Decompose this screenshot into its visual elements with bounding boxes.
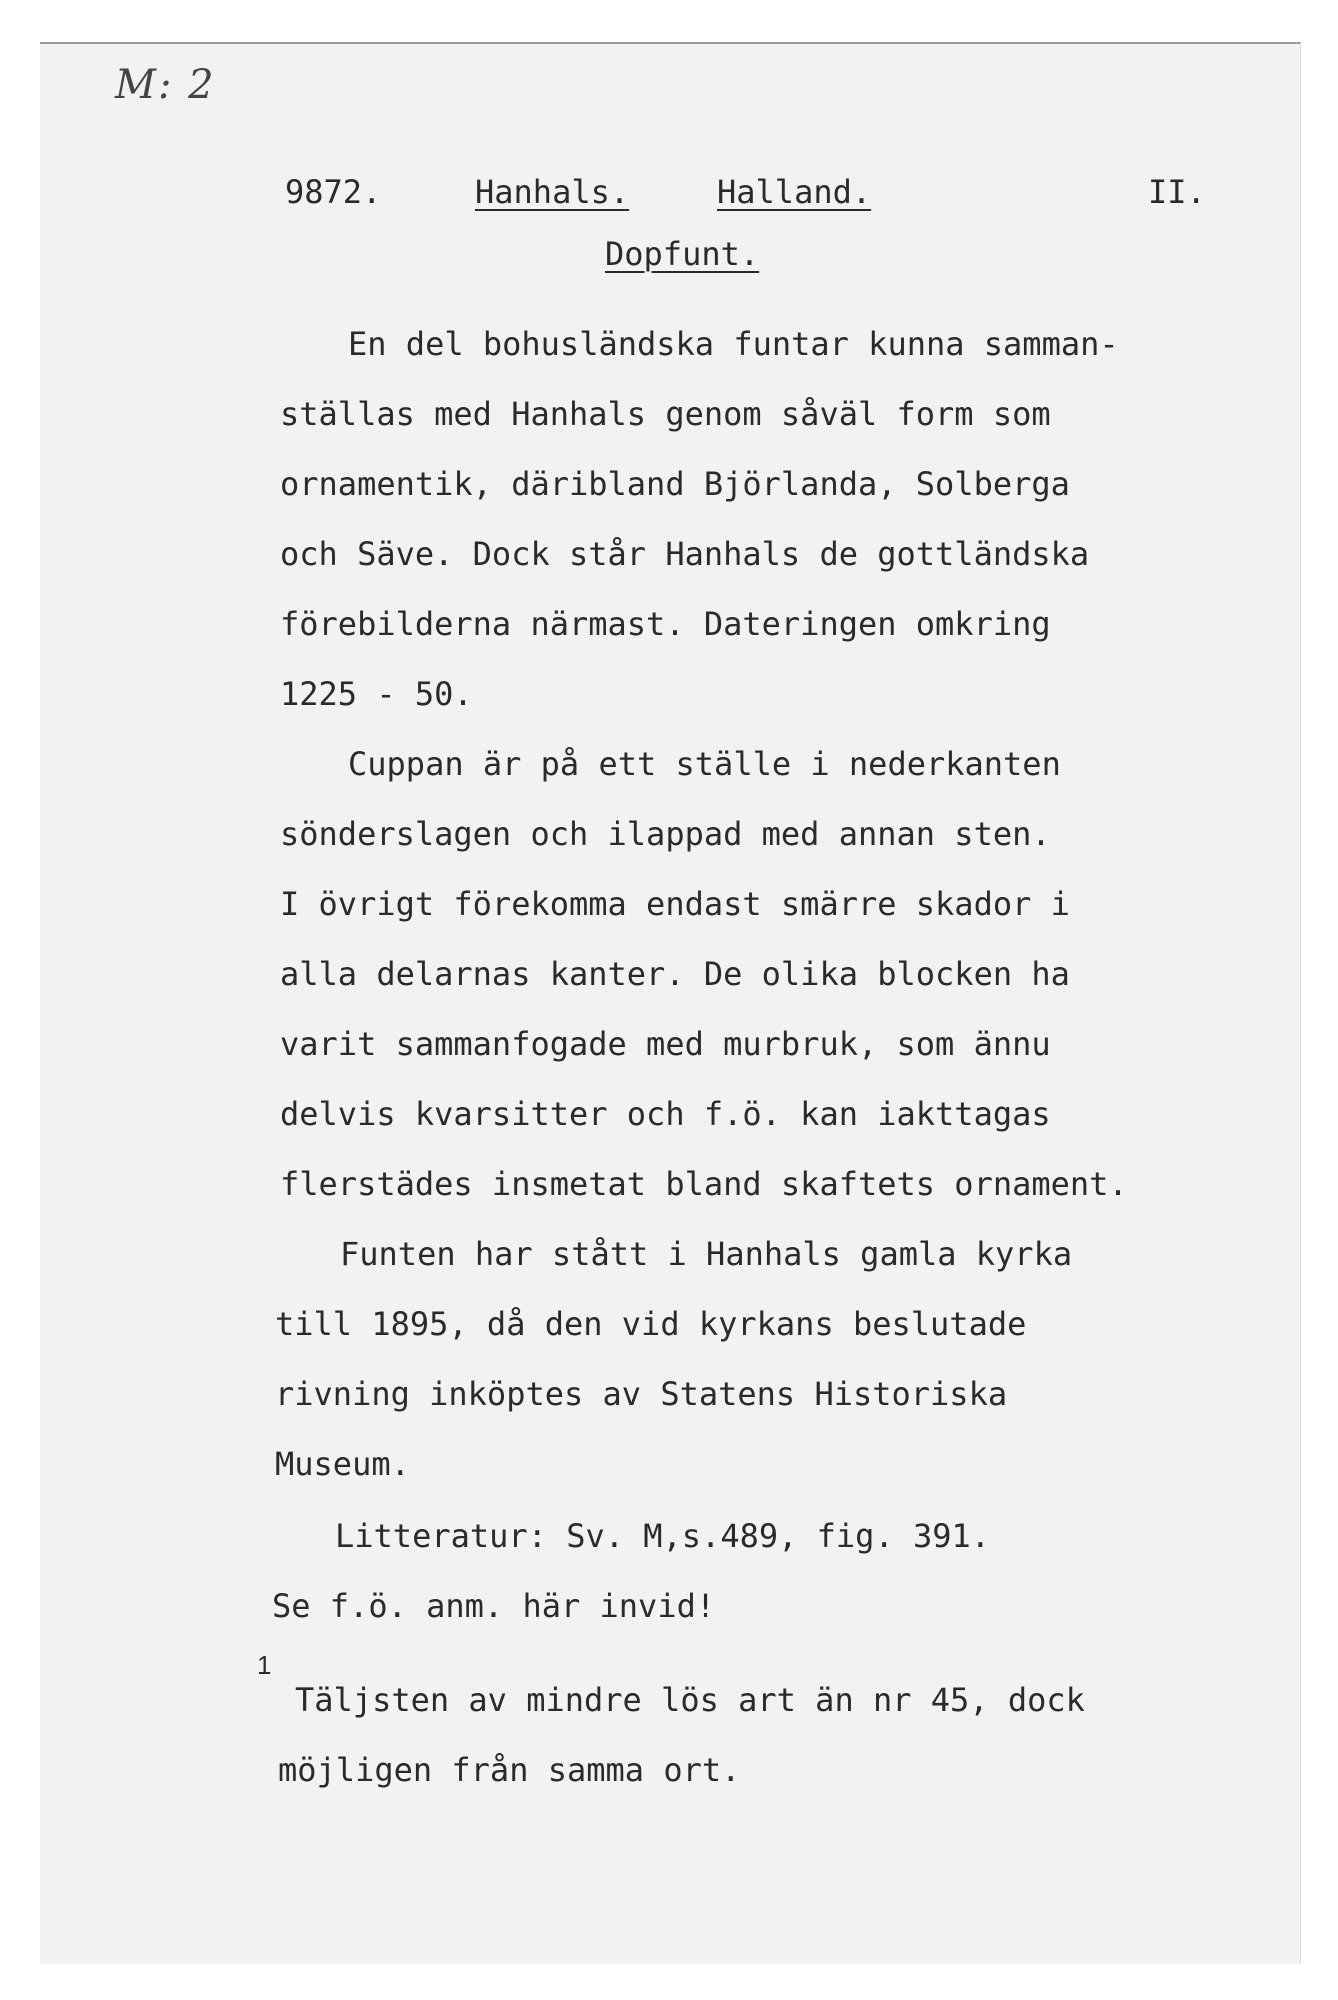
body-line: flerstädes insmetat bland skaftets ornament.: [280, 1165, 1128, 1203]
body-line: Museum.: [275, 1445, 410, 1483]
body-line: Funten har stått i Hanhals gamla kyrka: [340, 1235, 1073, 1273]
body-line: rivning inköptes av Statens Historiska: [275, 1375, 1008, 1413]
body-line: alla delarnas kanter. De olika blocken ha: [280, 955, 1070, 993]
body-line: till 1895, då den vid kyrkans beslutade: [275, 1305, 1027, 1343]
body-line: ställas med Hanhals genom såväl form som: [280, 395, 1051, 433]
body-line: sönderslagen och ilappad med annan sten.: [280, 815, 1051, 853]
body-line: 1225 - 50.: [280, 675, 473, 713]
body-line: I övrigt förekomma endast smärre skador i: [280, 885, 1070, 923]
footnote-marker: 1: [257, 1650, 272, 1680]
handwritten-note: M: 2: [115, 62, 216, 108]
body-line: En del bohusländska funtar kunna samman-: [348, 325, 1119, 363]
body-line: Se f.ö. anm. här invid!: [272, 1587, 716, 1625]
header-region: Halland.: [717, 173, 872, 211]
body-line: och Säve. Dock står Hanhals de gottländska: [280, 535, 1090, 573]
literature-reference: Litteratur: Sv. M,s.489, fig. 391.: [335, 1517, 991, 1555]
footnote-line: möjligen från samma ort.: [278, 1751, 741, 1789]
document-subtitle: Dopfunt.: [605, 235, 760, 273]
footnote-line: Täljsten av mindre lös art än nr 45, dock: [295, 1681, 1085, 1719]
body-line: förebilderna närmast. Dateringen omkring: [280, 605, 1051, 643]
body-line: Cuppan är på ett ställe i nederkanten: [348, 745, 1061, 783]
body-line: ornamentik, däribland Björlanda, Solberga: [280, 465, 1070, 503]
header-place: Hanhals.: [475, 173, 630, 211]
record-number: 9872.: [285, 173, 382, 211]
body-line: delvis kvarsitter och f.ö. kan iakttagas: [280, 1095, 1051, 1133]
body-line: varit sammanfogade med murbruk, som ännu: [280, 1025, 1051, 1063]
header-roman-numeral: II.: [1148, 173, 1206, 211]
